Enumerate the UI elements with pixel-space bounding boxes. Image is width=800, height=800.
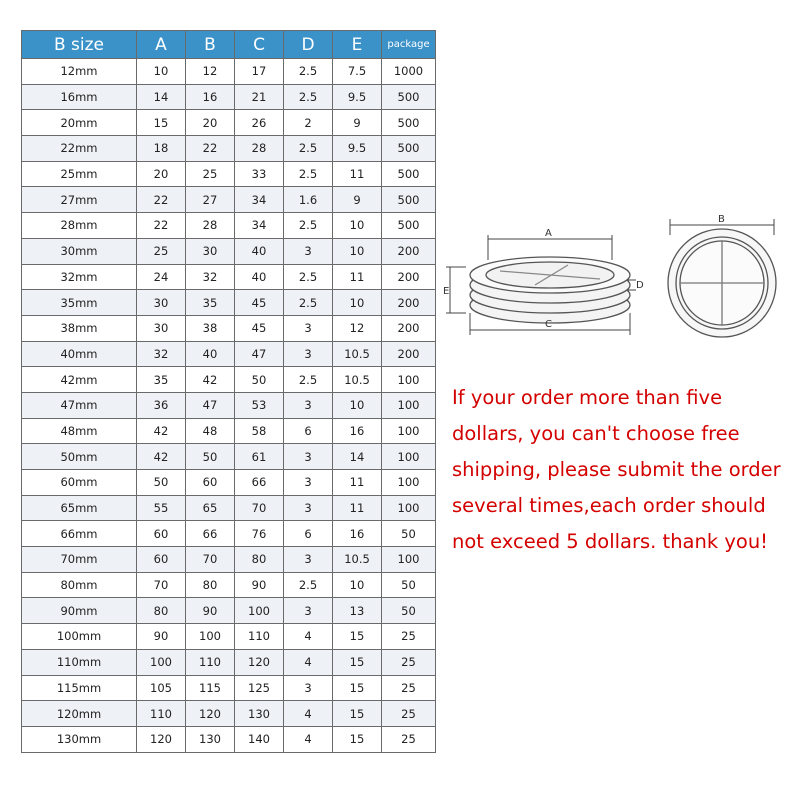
table-cell: 3 [284, 392, 333, 418]
table-cell: 4 [284, 624, 333, 650]
table-cell: 1000 [382, 59, 436, 85]
table-cell: 20mm [22, 110, 137, 136]
table-cell: 65mm [22, 495, 137, 521]
table-cell: 100mm [22, 624, 137, 650]
header-c: C [235, 31, 284, 59]
table-cell: 50 [186, 444, 235, 470]
table-row [22, 726, 436, 752]
table-cell: 80 [235, 547, 284, 573]
table-cell: 25 [382, 701, 436, 727]
table-cell: 40mm [22, 341, 137, 367]
table-cell: 21 [235, 84, 284, 110]
table-cell: 500 [382, 136, 436, 162]
table-cell: 110mm [22, 649, 137, 675]
table-cell: 47mm [22, 392, 137, 418]
table-cell: 130mm [22, 726, 137, 752]
table-cell: 2 [284, 110, 333, 136]
table-row [22, 547, 436, 573]
table-cell: 42 [137, 444, 186, 470]
table-cell: 35 [137, 367, 186, 393]
table-cell: 25 [382, 726, 436, 752]
table-cell: 35mm [22, 290, 137, 316]
table-cell: 2.5 [284, 84, 333, 110]
table-row [22, 264, 436, 290]
table-cell: 20 [137, 161, 186, 187]
table-cell: 53 [235, 392, 284, 418]
table-cell: 42mm [22, 367, 137, 393]
label-c: C [545, 319, 552, 330]
side-view-ring [470, 257, 630, 323]
header-e: E [333, 31, 382, 59]
table-cell: 25mm [22, 161, 137, 187]
table-cell: 200 [382, 264, 436, 290]
table-cell: 100 [382, 470, 436, 496]
table-cell: 4 [284, 726, 333, 752]
table-cell: 40 [235, 264, 284, 290]
table-cell: 11 [333, 495, 382, 521]
table-cell: 100 [382, 392, 436, 418]
notice-line: dollars, you can't choose free [452, 422, 740, 445]
table-row [22, 495, 436, 521]
table-cell: 18 [137, 136, 186, 162]
table-cell: 115mm [22, 675, 137, 701]
table-cell: 115 [186, 675, 235, 701]
label-d: D [636, 280, 644, 291]
table-cell: 130 [235, 701, 284, 727]
label-a: A [545, 228, 552, 239]
table-cell: 65 [186, 495, 235, 521]
table-cell: 4 [284, 649, 333, 675]
table-cell: 3 [284, 444, 333, 470]
table-cell: 24 [137, 264, 186, 290]
table-cell: 50 [382, 572, 436, 598]
table-cell: 4 [284, 701, 333, 727]
table-cell: 50 [382, 598, 436, 624]
table-cell: 9.5 [333, 136, 382, 162]
table-cell: 500 [382, 187, 436, 213]
table-row [22, 418, 436, 444]
header-a: A [137, 31, 186, 59]
table-cell: 110 [137, 701, 186, 727]
table-cell: 3 [284, 598, 333, 624]
table-cell: 10 [137, 59, 186, 85]
table-cell: 11 [333, 264, 382, 290]
table-cell: 28 [186, 213, 235, 239]
table-cell: 38mm [22, 315, 137, 341]
table-cell: 60mm [22, 470, 137, 496]
table-cell: 2.5 [284, 59, 333, 85]
table-row [22, 59, 436, 85]
table-row [22, 470, 436, 496]
table-cell: 28 [235, 136, 284, 162]
table-cell: 120 [137, 726, 186, 752]
table-cell: 27 [186, 187, 235, 213]
table-cell: 9.5 [333, 84, 382, 110]
table-row [22, 367, 436, 393]
size-table-wrapper [21, 30, 435, 753]
size-table [21, 30, 436, 753]
table-cell: 10 [333, 572, 382, 598]
table-cell: 2.5 [284, 161, 333, 187]
table-cell: 22 [186, 136, 235, 162]
table-row [22, 392, 436, 418]
table-cell: 10 [333, 238, 382, 264]
table-cell: 34 [235, 187, 284, 213]
table-cell: 15 [137, 110, 186, 136]
table-cell: 3 [284, 547, 333, 573]
table-cell: 9 [333, 110, 382, 136]
table-cell: 100 [382, 547, 436, 573]
table-cell: 40 [186, 341, 235, 367]
table-cell: 32mm [22, 264, 137, 290]
table-cell: 25 [382, 624, 436, 650]
table-cell: 500 [382, 110, 436, 136]
table-cell: 50 [235, 367, 284, 393]
table-cell: 100 [186, 624, 235, 650]
table-cell: 15 [333, 675, 382, 701]
table-cell: 25 [382, 675, 436, 701]
table-cell: 90mm [22, 598, 137, 624]
table-cell: 90 [235, 572, 284, 598]
notice-line: shipping, please submit the order [452, 458, 781, 481]
table-cell: 11 [333, 161, 382, 187]
table-cell: 15 [333, 726, 382, 752]
table-cell: 16 [333, 418, 382, 444]
table-cell: 60 [137, 547, 186, 573]
table-cell: 80mm [22, 572, 137, 598]
table-cell: 15 [333, 624, 382, 650]
label-e: E [443, 286, 450, 297]
table-cell: 70 [235, 495, 284, 521]
table-cell: 42 [137, 418, 186, 444]
table-cell: 1.6 [284, 187, 333, 213]
table-row [22, 572, 436, 598]
table-header-row [22, 31, 436, 59]
table-cell: 16 [333, 521, 382, 547]
table-cell: 10 [333, 392, 382, 418]
table-row [22, 136, 436, 162]
table-cell: 500 [382, 161, 436, 187]
table-cell: 100 [382, 418, 436, 444]
table-cell: 12 [333, 315, 382, 341]
table-cell: 100 [382, 495, 436, 521]
table-cell: 125 [235, 675, 284, 701]
table-cell: 16mm [22, 84, 137, 110]
table-cell: 10.5 [333, 367, 382, 393]
table-cell: 500 [382, 84, 436, 110]
notice-line: several times,each order should [452, 494, 766, 517]
table-cell: 140 [235, 726, 284, 752]
table-cell: 80 [137, 598, 186, 624]
header-b-size: B size [22, 31, 137, 59]
label-b: B [718, 214, 725, 225]
table-cell: 50 [382, 521, 436, 547]
table-cell: 27mm [22, 187, 137, 213]
table-cell: 100 [235, 598, 284, 624]
table-cell: 3 [284, 238, 333, 264]
table-cell: 58 [235, 418, 284, 444]
table-cell: 200 [382, 341, 436, 367]
table-row [22, 624, 436, 650]
table-cell: 10 [333, 290, 382, 316]
table-cell: 32 [186, 264, 235, 290]
table-row [22, 701, 436, 727]
table-cell: 66mm [22, 521, 137, 547]
table-cell: 10 [333, 213, 382, 239]
header-b: B [186, 31, 235, 59]
table-cell: 42 [186, 367, 235, 393]
table-cell: 50 [137, 470, 186, 496]
table-cell: 17 [235, 59, 284, 85]
table-row [22, 290, 436, 316]
table-cell: 100 [382, 444, 436, 470]
table-cell: 120 [235, 649, 284, 675]
table-cell: 22 [137, 187, 186, 213]
table-cell: 47 [235, 341, 284, 367]
table-cell: 12 [186, 59, 235, 85]
ring-diagram [440, 205, 790, 365]
table-row [22, 315, 436, 341]
table-row [22, 213, 436, 239]
shipping-notice [452, 380, 792, 560]
table-cell: 70mm [22, 547, 137, 573]
table-cell: 30 [186, 238, 235, 264]
table-cell: 40 [235, 238, 284, 264]
table-cell: 70 [137, 572, 186, 598]
table-cell: 35 [186, 290, 235, 316]
header-d: D [284, 31, 333, 59]
table-row [22, 521, 436, 547]
table-row [22, 341, 436, 367]
table-cell: 130 [186, 726, 235, 752]
table-cell: 10.5 [333, 547, 382, 573]
table-cell: 55 [137, 495, 186, 521]
table-cell: 11 [333, 470, 382, 496]
table-row [22, 444, 436, 470]
table-cell: 105 [137, 675, 186, 701]
table-cell: 76 [235, 521, 284, 547]
table-cell: 120mm [22, 701, 137, 727]
table-cell: 3 [284, 341, 333, 367]
table-cell: 3 [284, 495, 333, 521]
table-body [22, 59, 436, 753]
header-package: package [382, 31, 436, 59]
table-cell: 22 [137, 213, 186, 239]
table-cell: 25 [186, 161, 235, 187]
table-cell: 13 [333, 598, 382, 624]
table-cell: 32 [137, 341, 186, 367]
table-row [22, 675, 436, 701]
table-cell: 80 [186, 572, 235, 598]
table-cell: 16 [186, 84, 235, 110]
notice-line: If your order more than five [452, 386, 723, 409]
table-cell: 47 [186, 392, 235, 418]
table-cell: 12mm [22, 59, 137, 85]
table-cell: 30 [137, 290, 186, 316]
table-cell: 6 [284, 521, 333, 547]
table-cell: 500 [382, 213, 436, 239]
table-cell: 26 [235, 110, 284, 136]
table-cell: 66 [186, 521, 235, 547]
table-cell: 45 [235, 315, 284, 341]
table-cell: 50mm [22, 444, 137, 470]
table-row [22, 84, 436, 110]
table-cell: 30mm [22, 238, 137, 264]
table-cell: 2.5 [284, 367, 333, 393]
table-cell: 14 [137, 84, 186, 110]
table-cell: 100 [137, 649, 186, 675]
table-cell: 60 [137, 521, 186, 547]
table-cell: 100 [382, 367, 436, 393]
table-cell: 2.5 [284, 213, 333, 239]
table-cell: 200 [382, 290, 436, 316]
table-cell: 7.5 [333, 59, 382, 85]
table-row [22, 161, 436, 187]
table-cell: 15 [333, 649, 382, 675]
table-cell: 3 [284, 315, 333, 341]
table-row [22, 238, 436, 264]
table-cell: 70 [186, 547, 235, 573]
table-cell: 3 [284, 675, 333, 701]
table-cell: 14 [333, 444, 382, 470]
table-cell: 60 [186, 470, 235, 496]
table-cell: 66 [235, 470, 284, 496]
table-cell: 2.5 [284, 136, 333, 162]
table-cell: 15 [333, 701, 382, 727]
notice-line: not exceed 5 dollars. thank you! [452, 530, 768, 553]
table-cell: 2.5 [284, 572, 333, 598]
top-view-ring [668, 229, 776, 337]
table-cell: 34 [235, 213, 284, 239]
table-cell: 38 [186, 315, 235, 341]
table-row [22, 110, 436, 136]
table-cell: 25 [137, 238, 186, 264]
table-cell: 110 [235, 624, 284, 650]
table-cell: 45 [235, 290, 284, 316]
table-cell: 30 [137, 315, 186, 341]
table-cell: 48 [186, 418, 235, 444]
table-row [22, 598, 436, 624]
table-cell: 110 [186, 649, 235, 675]
table-cell: 48mm [22, 418, 137, 444]
table-cell: 22mm [22, 136, 137, 162]
table-cell: 6 [284, 418, 333, 444]
table-cell: 90 [137, 624, 186, 650]
table-cell: 10.5 [333, 341, 382, 367]
table-cell: 200 [382, 238, 436, 264]
table-cell: 61 [235, 444, 284, 470]
table-cell: 25 [382, 649, 436, 675]
table-row [22, 187, 436, 213]
table-cell: 90 [186, 598, 235, 624]
table-cell: 20 [186, 110, 235, 136]
table-cell: 28mm [22, 213, 137, 239]
table-cell: 33 [235, 161, 284, 187]
table-cell: 2.5 [284, 290, 333, 316]
table-cell: 9 [333, 187, 382, 213]
table-cell: 120 [186, 701, 235, 727]
table-cell: 200 [382, 315, 436, 341]
table-cell: 3 [284, 470, 333, 496]
table-row [22, 649, 436, 675]
table-cell: 36 [137, 392, 186, 418]
table-cell: 2.5 [284, 264, 333, 290]
